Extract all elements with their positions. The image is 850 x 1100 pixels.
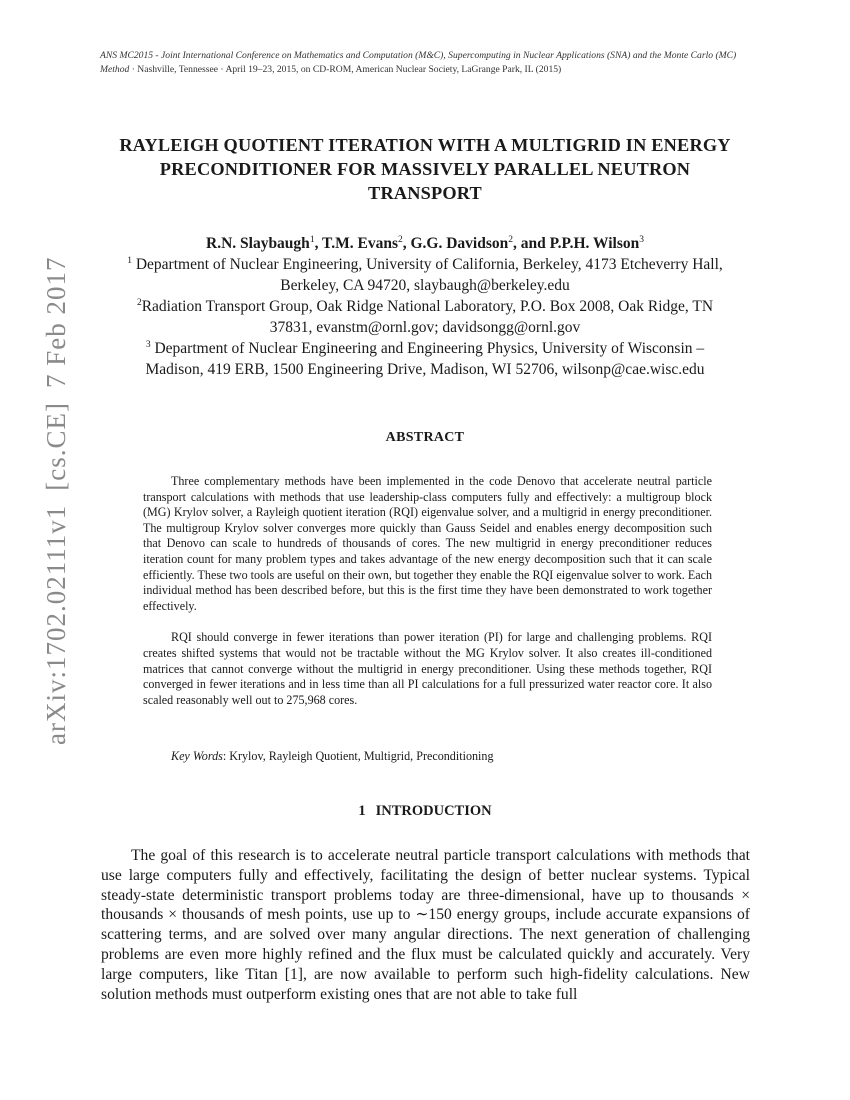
body-paragraph: The goal of this research is to accelerate neutral particle transport calculations with methods that use large computers fully and effectively, facilitating the design of better nuclear systems. Typical steady-state deterministic transport problems today are three-dimensional, have up to thousands × thousands × thousands of mesh points, use up to ∼150 energy groups, include accurate expansions of scattering terms, and are solved over many angular directions. The next generation of challenging problems are even more highly refined and the flux must be calculated quickly and accurately. Very large computers, like Titan [1], are now available to perform such high-fidelity calculations. New solution methods must outperform existing ones that are not able to take full <box>101 847 750 1003</box>
affiliation-mark: 3 <box>145 340 151 350</box>
author-separator: , <box>402 235 411 252</box>
abstract-body <box>143 474 712 708</box>
author-name: R.N. Slaybaugh <box>206 235 310 252</box>
abstract-heading: ABSTRACT <box>385 430 465 445</box>
arxiv-stamp <box>41 243 72 745</box>
section-heading <box>90 803 760 820</box>
author-affiliation-mark: 3 <box>639 235 644 245</box>
arxiv-category: [cs.CE] <box>41 402 71 491</box>
affiliation-1 <box>90 254 760 275</box>
author-name: G.G. Davidson <box>410 235 509 252</box>
affiliation-2-continued: 37831, evanstm@ornl.gov; davidsongg@ornl.gov <box>269 319 581 336</box>
affiliation-2 <box>90 296 760 317</box>
author-separator: , and <box>513 235 550 252</box>
affiliation-text: Radiation Transport Group, Oak Ridge National Laboratory, P.O. Box 2008, Oak Ridge, TN <box>141 298 714 315</box>
conference-header <box>100 49 760 77</box>
title-line: TRANSPORT <box>368 183 482 203</box>
conference-details: · Nashville, Tennessee · April 19–23, 2015, on CD-ROM, American Nuclear Society, LaGrange Park, IL (2015) <box>129 64 562 75</box>
conference-name: ANS MC2015 - Joint International Conference on Mathematics and Computation (M&C), Supercomputing in Nuclear Applications (SNA) and the Monte Carlo (MC) Method <box>100 50 737 75</box>
author-name: T.M. Evans <box>322 235 398 252</box>
affiliation-3-continued: Madison, 419 ERB, 1500 Engineering Drive, Madison, WI 52706, wilsonp@cae.wisc.edu <box>145 361 705 378</box>
abstract-paragraph: Three complementary methods have been implemented in the code Denovo that accelerate neutral particle transport calculations with methods that use leadership-class computers fully and effectively: a multigroup block (MG) Krylov solver, a Rayleigh quotient iteration (RQI) eigenvalue solver, and a multigrid in energy preconditioner. The multigroup Krylov solver converges more quickly than Gauss Seidel and enables energy decomposition such that Denovo can scale to hundreds of thousands of cores. The new multigrid in energy preconditioner reduces iteration count for many problem types and takes advantage of the new energy decomposition such that it can scale efficiently. These two tools are useful on their own, but together they enable the RQI eigenvalue solver to work. Each individual method has been described before, but this is the first time they have been demonstrated to work together effectively. <box>143 474 712 613</box>
paper-title <box>90 133 760 205</box>
affiliation-text: Department of Nuclear Engineering, University of California, Berkeley, 4173 Etcheverry Hall, <box>131 256 723 273</box>
arxiv-id: arXiv:1702.02111v1 <box>41 504 71 745</box>
arxiv-date: 7 Feb 2017 <box>41 256 71 389</box>
keywords <box>171 749 494 764</box>
author-name: P.P.H. Wilson <box>549 235 640 252</box>
author-affiliation-mark: 1 <box>309 235 315 245</box>
section-title: INTRODUCTION <box>375 803 492 819</box>
keywords-label: Key Words <box>171 749 223 763</box>
affiliation-3 <box>90 338 760 359</box>
author-block <box>90 233 760 380</box>
section-number: 1 <box>358 803 366 819</box>
keywords-values: : Krylov, Rayleigh Quotient, Multigrid, Preconditioning <box>222 749 494 763</box>
author-list <box>90 233 760 254</box>
title-line: RAYLEIGH QUOTIENT ITERATION WITH A MULTIGRID IN ENERGY <box>119 135 731 155</box>
author-affiliation-mark: 2 <box>397 235 403 245</box>
affiliation-mark: 2 <box>136 298 142 308</box>
affiliation-text: Department of Nuclear Engineering and Engineering Physics, University of Wisconsin – <box>150 340 705 357</box>
affiliation-1-continued: Berkeley, CA 94720, slaybaugh@berkeley.edu <box>280 277 570 294</box>
author-separator: , <box>314 235 323 252</box>
body-text <box>101 846 750 1004</box>
affiliation-mark: 1 <box>127 256 132 266</box>
title-line: PRECONDITIONER FOR MASSIVELY PARALLEL NEUTRON <box>159 159 691 179</box>
author-affiliation-mark: 2 <box>508 235 513 245</box>
abstract-paragraph: RQI should converge in fewer iterations than power iteration (PI) for large and challenging problems. RQI creates shifted systems that would not be tractable without the MG Krylov solver. It also creates ill-conditioned matrices that cannot converge without the multigrid in energy preconditioner. Using these methods together, RQI converged in fewer iterations and in less time than all PI calculations for a full pressurized water reactor core. It also scaled reasonably well out to 275,968 cores. <box>143 630 712 707</box>
